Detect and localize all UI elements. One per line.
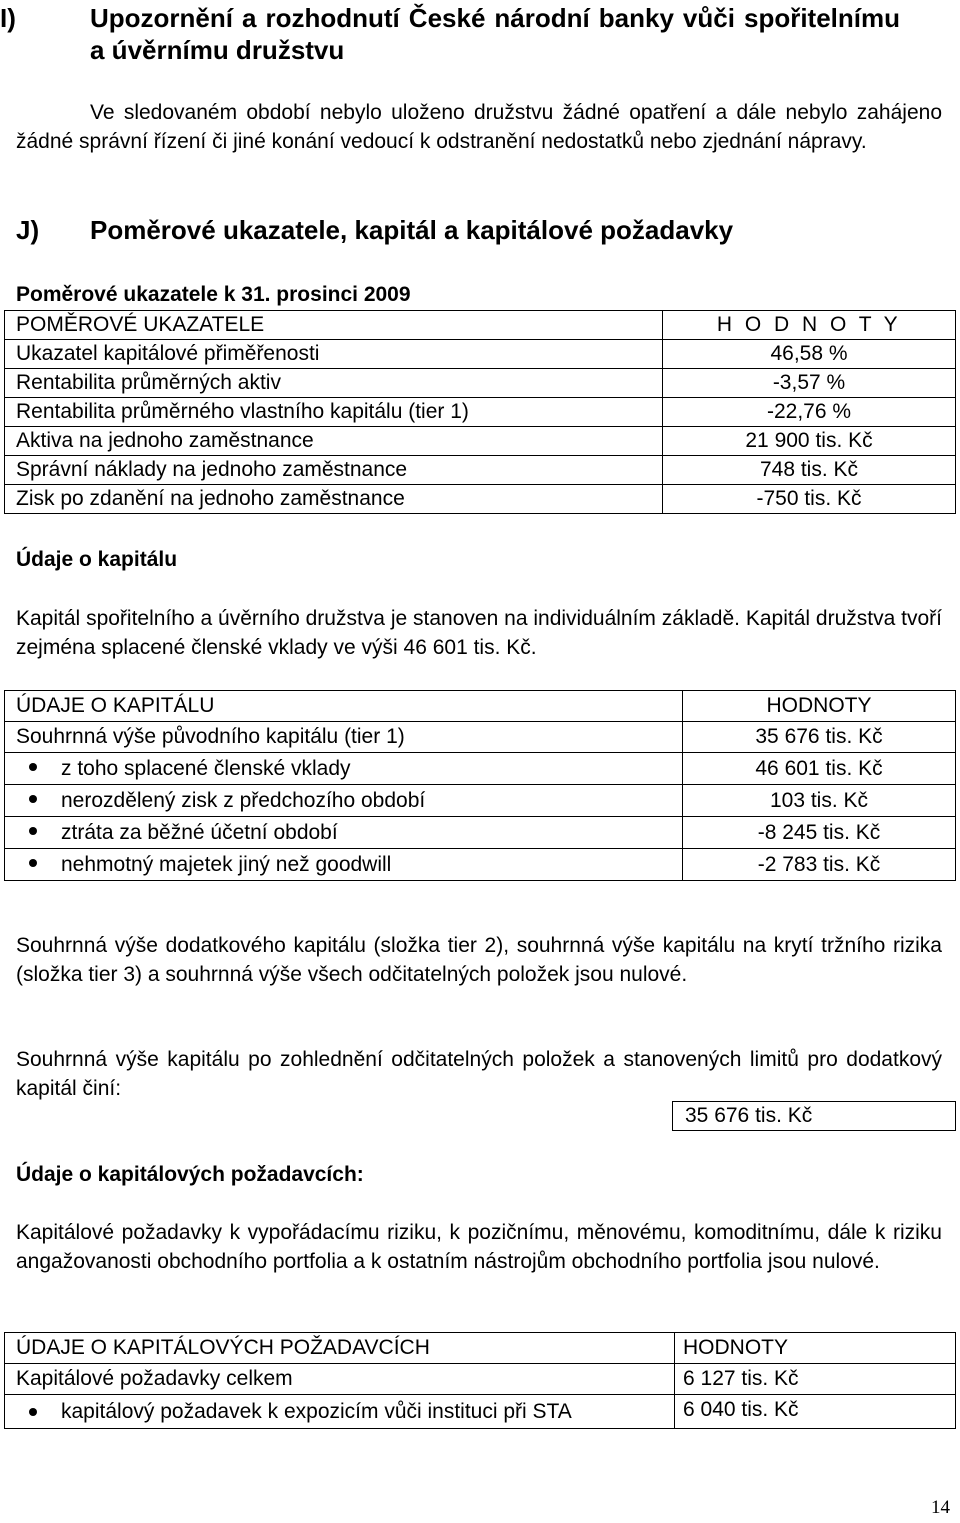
table-row xyxy=(5,485,956,514)
table-row xyxy=(5,427,956,456)
header-label: POMĚROVÉ UKAZATELE xyxy=(5,311,663,340)
header-value: HODNOTY xyxy=(683,691,956,722)
row-value: -8 245 tis. Kč xyxy=(683,817,956,849)
table-row xyxy=(5,340,956,369)
ratios-table xyxy=(4,310,956,514)
requirements-table xyxy=(4,1332,956,1429)
table-row xyxy=(5,785,956,817)
table-row xyxy=(5,817,956,849)
section-i-text: Ve sledovaném období nebylo uloženo družstvu žádné opatření a dále nebylo zahájeno žádné správní řízení či jiné konání vedoucí k odstranění nedostatků nebo zjednání nápravy. xyxy=(16,101,942,153)
table-row xyxy=(5,753,956,785)
row-value: -2 783 tis. Kč xyxy=(683,849,956,881)
row-value: -750 tis. Kč xyxy=(663,485,956,514)
table-row xyxy=(5,369,956,398)
requirements-text: Kapitálové požadavky k vypořádacímu riziku, k pozičnímu, měnovému, komoditnímu, dále k riziku angažovanosti obchodního portfolia a k ostatním nástrojům obchodního portfolia jsou nulové. xyxy=(16,1221,942,1273)
capital-text-2: Souhrnná výše dodatkového kapitálu (složka tier 2), souhrnná výše kapitálu na krytí tržního rizika (složka tier 3) a souhrnná výše všech odčitatelných položek jsou nulové. xyxy=(16,934,942,986)
row-label: Ukazatel kapitálové přiměřenosti xyxy=(5,340,663,369)
row-value: 6 040 tis. Kč xyxy=(675,1395,956,1429)
table-header-row xyxy=(5,1333,956,1364)
header-label: ÚDAJE O KAPITÁLU xyxy=(5,691,683,722)
row-value: 35 676 tis. Kč xyxy=(683,722,956,753)
row-value: 748 tis. Kč xyxy=(663,456,956,485)
header-value: H O D N O T Y xyxy=(663,311,956,340)
section-j-heading xyxy=(0,214,900,246)
header-label: ÚDAJE O KAPITÁLOVÝCH POŽADAVCÍCH xyxy=(5,1333,675,1364)
capital-total-value: 35 676 tis. Kč xyxy=(685,1104,813,1127)
row-value: -3,57 % xyxy=(663,369,956,398)
bullet-icon xyxy=(29,1408,37,1416)
row-label: Správní náklady na jednoho zaměstnance xyxy=(5,456,663,485)
row-label: Aktiva na jednoho zaměstnance xyxy=(5,427,663,456)
table-row xyxy=(5,456,956,485)
row-value: 21 900 tis. Kč xyxy=(663,427,956,456)
table-row xyxy=(5,849,956,881)
table-row xyxy=(5,1395,956,1429)
capital-heading: Údaje o kapitálu xyxy=(16,548,178,571)
row-label: ztráta za běžné účetní období xyxy=(5,817,683,849)
bullet-icon xyxy=(29,859,37,867)
table-row xyxy=(5,1364,956,1395)
row-value: 46 601 tis. Kč xyxy=(683,753,956,785)
table-row xyxy=(5,398,956,427)
row-label: Kapitálové požadavky celkem xyxy=(5,1364,675,1395)
section-i-letter: I) xyxy=(0,3,16,33)
row-label: nerozdělený zisk z předchozího období xyxy=(5,785,683,817)
row-label: Rentabilita průměrného vlastního kapitálu (tier 1) xyxy=(5,398,663,427)
row-label: Souhrnná výše původního kapitálu (tier 1) xyxy=(5,722,683,753)
capital-table xyxy=(4,690,956,881)
capital-total-box xyxy=(672,1101,956,1131)
row-label: kapitálový požadavek k expozicím vůči instituci při STA xyxy=(5,1395,675,1429)
table-header-row xyxy=(5,311,956,340)
page-number: 14 xyxy=(931,1497,950,1518)
row-label: nehmotný majetek jiný než goodwill xyxy=(5,849,683,881)
row-value: 103 tis. Kč xyxy=(683,785,956,817)
capital-text: Kapitál spořitelního a úvěrního družstva je stanoven na individuálním základě. Kapitál družstva tvoří zejména splacené členské vklady ve výši 46 601 tis. Kč. xyxy=(16,607,942,659)
ratios-heading: Poměrové ukazatele k 31. prosinci 2009 xyxy=(16,283,411,306)
section-j-letter: J) xyxy=(16,215,40,245)
row-label: Rentabilita průměrných aktiv xyxy=(5,369,663,398)
bullet-icon xyxy=(29,827,37,835)
bullet-icon xyxy=(29,763,37,771)
row-value: 46,58 % xyxy=(663,340,956,369)
row-value: 6 127 tis. Kč xyxy=(675,1364,956,1395)
capital-text-3: Souhrnná výše kapitálu po zohlednění odčitatelných položek a stanovených limitů pro dodatkový kapitál činí: xyxy=(16,1048,942,1100)
row-label: Zisk po zdanění na jednoho zaměstnance xyxy=(5,485,663,514)
table-header-row xyxy=(5,691,956,722)
row-label: z toho splacené členské vklady xyxy=(5,753,683,785)
requirements-heading: Údaje o kapitálových požadavcích: xyxy=(16,1163,364,1186)
section-j-title: Poměrové ukazatele, kapitál a kapitálové požadavky xyxy=(90,215,734,245)
header-value: HODNOTY xyxy=(675,1333,956,1364)
bullet-icon xyxy=(29,795,37,803)
section-i-heading xyxy=(0,2,900,66)
row-value: -22,76 % xyxy=(663,398,956,427)
table-row xyxy=(5,722,956,753)
section-i-title: Upozornění a rozhodnutí České národní banky vůči spořitelnímu a úvěrnímu družstvu xyxy=(90,3,900,65)
